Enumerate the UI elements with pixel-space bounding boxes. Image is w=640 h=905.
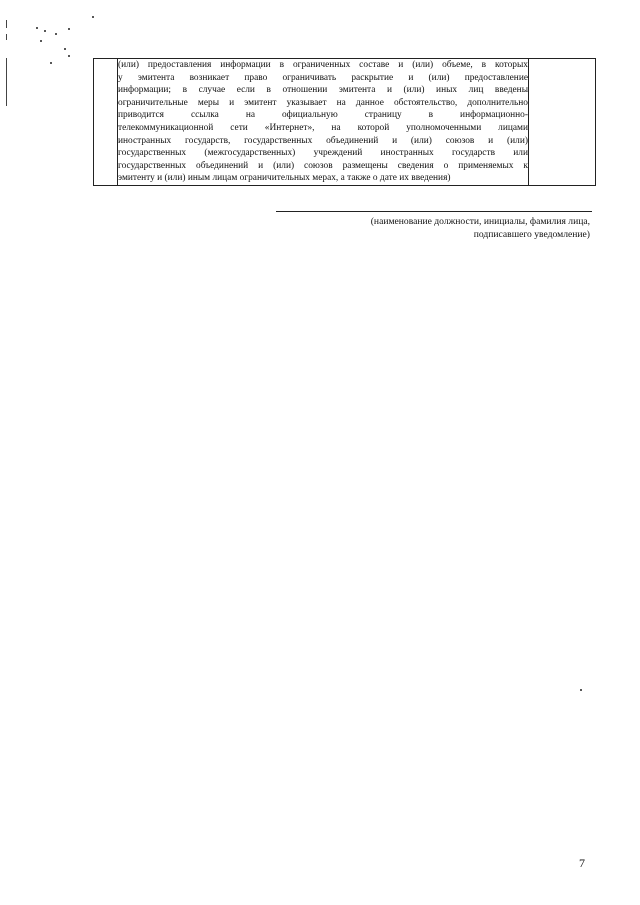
description-line: иностранных государств, государственных объединений и (или) союзов и (или) bbox=[118, 135, 528, 146]
scan-speck bbox=[68, 55, 70, 57]
row-description-cell bbox=[118, 59, 529, 186]
row-value-cell bbox=[529, 59, 596, 186]
scan-speck bbox=[44, 30, 46, 32]
scan-speck bbox=[68, 28, 70, 30]
description-line: у эмитента возникает право ограничивать раскрытие и (или) предоставление bbox=[118, 72, 528, 83]
scan-speck bbox=[92, 16, 94, 18]
signature-caption-line: подписавшего уведомление) bbox=[473, 229, 590, 240]
description-line: ограничительные меры и эмитент указывает на данное обстоятельство, дополнительно bbox=[118, 97, 528, 108]
description-line: приводится ссылка на официальную страницу в информационно- bbox=[118, 110, 528, 121]
scan-speck bbox=[64, 48, 66, 50]
scan-speck bbox=[580, 689, 582, 691]
description-line: информации; в случае если в отношении эмитента и (или) иных лиц введены bbox=[118, 85, 528, 96]
row-number-cell bbox=[94, 59, 118, 186]
notification-table bbox=[93, 58, 596, 186]
scan-edge-mark bbox=[6, 20, 7, 28]
page-number: 7 bbox=[579, 856, 585, 870]
signature-caption bbox=[371, 215, 590, 241]
scan-speck bbox=[55, 33, 57, 35]
scan-speck bbox=[40, 40, 42, 42]
description-line: государственных объединений и (или) союзов размещены сведения о применяемых к bbox=[118, 160, 528, 171]
scan-edge-mark bbox=[6, 58, 7, 106]
scan-speck bbox=[50, 62, 52, 64]
scan-edge-mark bbox=[6, 34, 7, 40]
signature-caption-line: (наименование должности, инициалы, фамилия лица, bbox=[370, 216, 590, 227]
table-row bbox=[94, 59, 596, 186]
scan-speck bbox=[36, 27, 38, 29]
description-line: государственных (межгосударственных) учреждений иностранных государств или bbox=[118, 148, 528, 159]
description-line: эмитенту и (или) иным лицам ограничительных мерах, а также о дате их введения) bbox=[118, 173, 451, 184]
description-line: (или) предоставления информации в ограниченных составе и (или) объеме, в которых bbox=[118, 60, 528, 70]
description-line: телекоммуникационной сети «Интернет», на которой уполномоченными лицами bbox=[118, 122, 528, 133]
signature-line bbox=[276, 211, 592, 212]
